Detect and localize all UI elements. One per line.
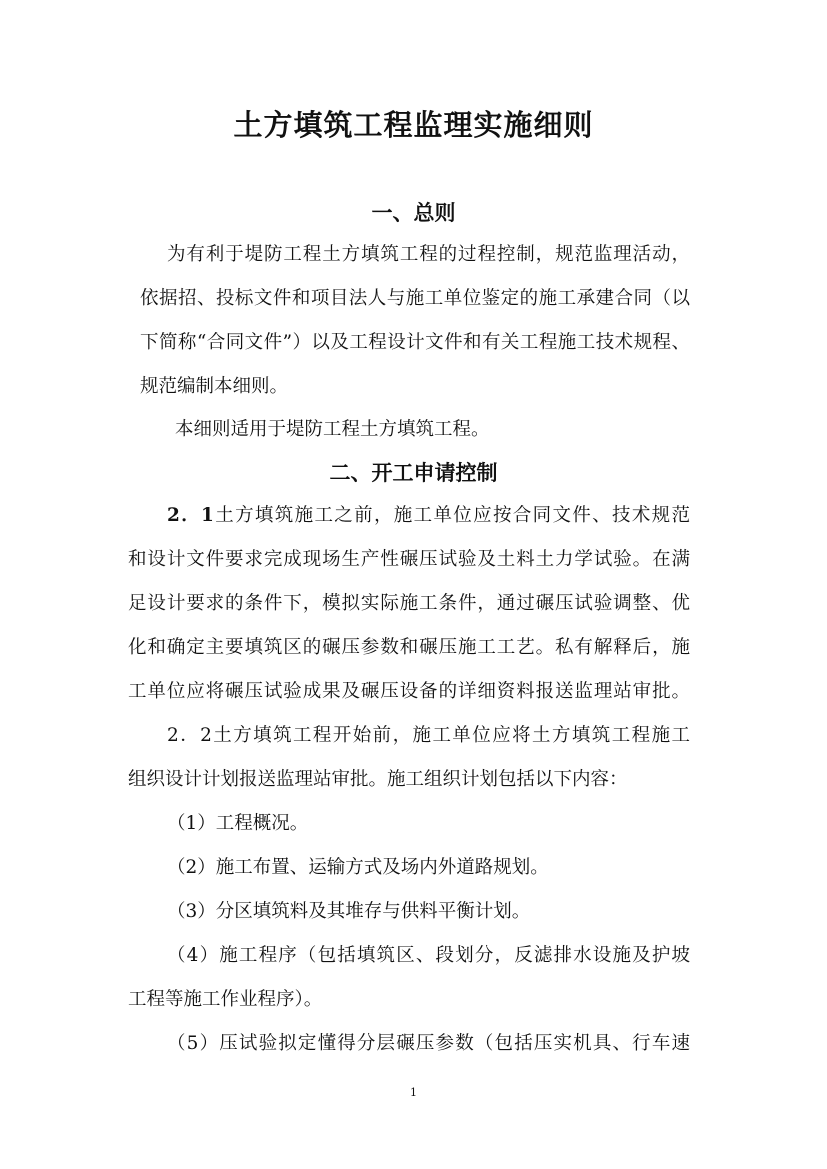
list-item: （2）施工布置、运输方式及场内外道路规划。 [167, 857, 549, 878]
paragraph-line: 组织设计计划报送监理站审批。施工组织计划包括以下内容： [128, 769, 628, 790]
paragraph-line: 本细则适用于堤防工程土方填筑工程。 [175, 419, 490, 440]
clause-text: 土方填筑工程开始前，施工单位应将土方填筑工程施工 [211, 725, 690, 746]
paragraph-line: 化和确定主要填筑区的碾压参数和碾压施工工艺。私有解释后，施 [128, 637, 690, 658]
paragraph-line: 为有利于堤防工程土方填筑工程的过程控制，规范监理活动， [167, 244, 690, 265]
list-item: （3）分区填筑料及其堆存与供料平衡计划。 [167, 901, 531, 922]
clause-text: 土方填筑施工之前，施工单位应按合同文件、技术规范 [213, 505, 690, 526]
paragraph-line: 工单位应将碾压试验成果及碾压设备的详细资料报送监理站审批。 [128, 681, 690, 702]
clause-number: 2．1 [167, 505, 214, 526]
list-item: （5）压试验拟定懂得分层碾压参数（包括压实机具、行车速 [167, 1033, 690, 1054]
paragraph-line [167, 501, 690, 527]
paragraph-line: 依据招、投标文件和项目法人与施工单位鉴定的施工承建合同（以 [140, 288, 690, 309]
list-item: （1）工程概况。 [167, 813, 309, 834]
paragraph-line: 规范编制本细则。 [140, 376, 289, 397]
paragraph-line: 足设计要求的条件下，模拟实际施工条件，通过碾压试验调整、优 [128, 593, 690, 614]
paragraph-line: 下简称“合同文件”）以及工程设计文件和有关工程施工技术规程、 [140, 332, 690, 353]
list-item: （4）施工程序（包括填筑区、段划分，反滤排水设施及护坡 [167, 945, 690, 966]
page-number: 1 [410, 1086, 417, 1099]
list-item-continuation: 工程等施工作业程序）。 [128, 989, 323, 1010]
section-heading-general: 一、总则 [371, 200, 456, 225]
clause-number: 2．2 [167, 725, 212, 746]
paragraph-line: 和设计文件要求完成现场生产性碾压试验及土料土力学试验。在满 [128, 549, 690, 570]
section-heading-start-control: 二、开工申请控制 [329, 460, 498, 485]
document-title: 土方填筑工程监理实施细则 [233, 108, 594, 142]
paragraph-line [167, 721, 690, 747]
